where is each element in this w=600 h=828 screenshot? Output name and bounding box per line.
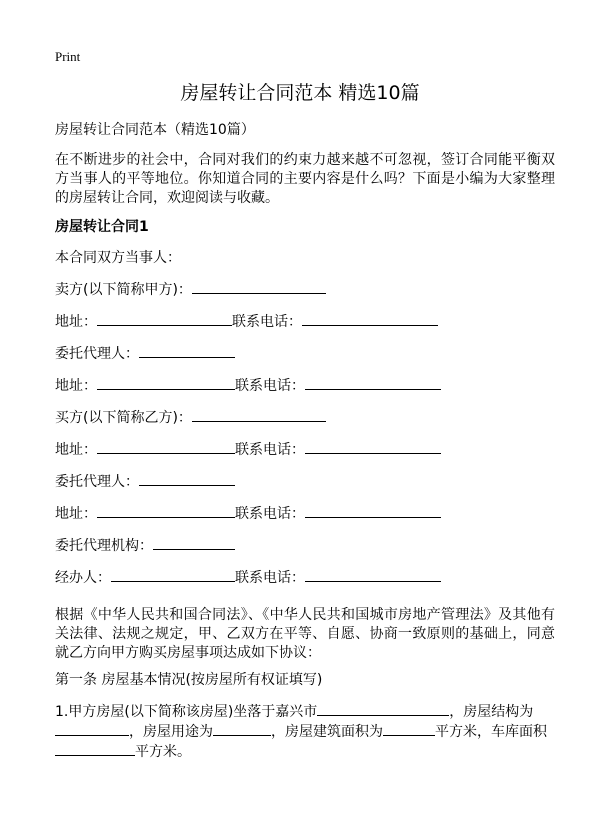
item-text: ，房屋建筑面积为 [271,724,383,740]
agent-label: 委托代理人： [55,346,139,362]
parties-intro: 本合同双方当事人： [55,250,181,266]
agency-blank [153,536,235,550]
seller-address-row [55,312,555,332]
subtitle: 房屋转让合同范本（精选10篇） [55,122,255,138]
agent-blank [139,472,235,486]
phone-blank [305,376,441,390]
item-text: 平方米，车库面积 [435,724,547,740]
address-blank [97,376,235,390]
item-text: 平方米。 [135,744,191,760]
buyer-agent-row [55,472,555,492]
buyer-blank [192,408,326,422]
address-blank [97,504,235,518]
phone-blank [302,312,438,326]
garage-area-blank [55,742,135,756]
print-link[interactable]: Print [55,49,81,64]
location-blank [317,702,449,716]
buyer-agent-address-row [55,504,555,524]
buyer-row [55,408,555,428]
address-label: 地址： [55,378,97,394]
item-text: ，房屋用途为 [129,724,213,740]
intro-paragraph: 在不断进步的社会中，合同对我们的约束力越来越不可忽视，签订合同能平衡双方当事人的平等地位。你知道合同的主要内容是什么吗？下面是小编为大家整理的房屋转让合同，欢迎阅读与收藏。 [55,152,555,206]
phone-blank [305,440,441,454]
agency-label: 委托代理机构： [55,538,153,554]
basis-paragraph: 根据《中华人民共和国合同法》、《中华人民共和国城市房地产管理法》及其他有关法律、法规之规定，甲、乙双方在平等、自愿、协商一致原则的基础上，同意就乙方向甲方购买房屋事项达成如下协议： [55,607,555,661]
seller-agent-address-row [55,376,555,396]
item-text: 1.甲方房屋(以下简称该房屋)坐落于嘉兴市 [55,704,318,720]
phone-label: 联系电话： [235,378,305,394]
seller-blank [192,280,326,294]
phone-blank [305,504,441,518]
address-blank [97,312,232,326]
buyer-label: 买方(以下简称乙方)： [55,410,192,426]
phone-label: 联系电话： [235,570,305,586]
section-heading: 房屋转让合同1 [55,219,149,235]
handler-label: 经办人： [55,570,111,586]
phone-label: 联系电话： [235,506,305,522]
area-blank [383,722,435,736]
phone-label: 联系电话： [235,442,305,458]
address-label: 地址： [55,442,97,458]
agency-row [55,536,555,556]
handler-blank [111,568,235,582]
seller-row [55,280,555,300]
seller-agent-row [55,344,555,364]
buyer-address-row [55,440,555,460]
address-label: 地址： [55,314,97,330]
handler-row [55,568,555,588]
structure-blank [55,722,129,736]
phone-label: 联系电话： [232,314,302,330]
article1-title: 第一条 房屋基本情况(按房屋所有权证填写) [55,672,323,688]
article1-item [55,702,555,762]
agent-blank [139,344,235,358]
agent-label: 委托代理人： [55,474,139,490]
usage-blank [213,722,271,736]
phone-blank [305,568,441,582]
address-label: 地址： [55,506,97,522]
item-text: ，房屋结构为 [449,704,534,720]
address-blank [97,440,235,454]
seller-label: 卖方(以下简称甲方)： [55,282,192,298]
page-title: 房屋转让合同范本 精选10篇 [180,82,420,104]
